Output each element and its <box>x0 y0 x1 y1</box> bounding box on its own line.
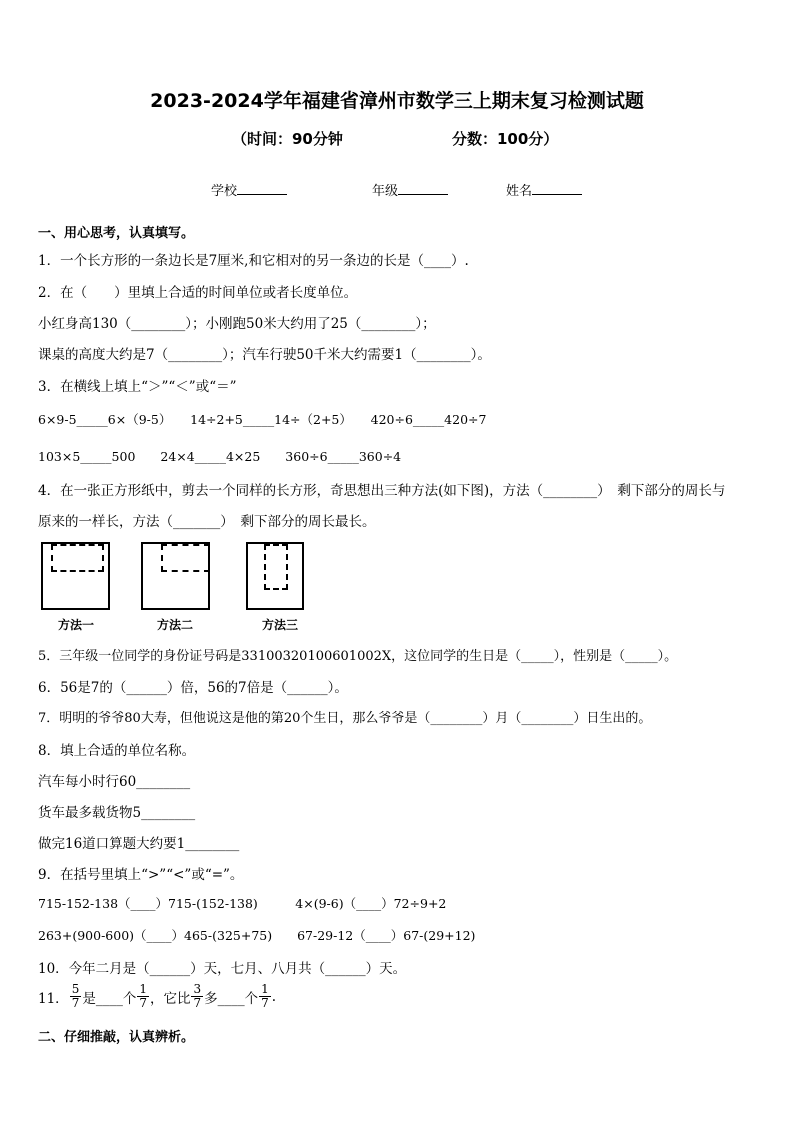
question-4-line-b: 原来的一样长，方法（_______） 剩下部分的周长最长。 <box>38 514 376 530</box>
cut-rectangle-3 <box>264 544 288 590</box>
q11-text-3: 多____个 <box>204 990 259 1007</box>
name-label: 姓名 <box>506 184 533 199</box>
fraction-1-7: $\frac{1}{7}$ <box>139 982 147 1010</box>
figure-method-2 <box>141 542 210 610</box>
question-10: 10．今年二月是（______）天，七月、八月共（______）天。 <box>38 961 407 977</box>
school-field <box>211 180 287 199</box>
fraction-5-7: $\frac{5}{7}$ <box>71 982 80 1010</box>
name-field <box>506 180 582 199</box>
question-2-line-b: 课桌的高度大约是7（________）；汽车行驶50千米大约需要1（________）。 <box>38 347 491 363</box>
school-label: 学校 <box>211 184 238 199</box>
figure-method-3 <box>246 542 304 610</box>
exam-score: 分数：100分） <box>452 130 559 148</box>
q11-text-4: . <box>271 988 277 1005</box>
cut-rectangle-1 <box>51 544 104 572</box>
question-3: 3．在横线上填上“＞”“＜”或“＝” <box>38 379 237 395</box>
question-9-line-a: 715-152-138（____）715-(152-138) 4×(9-6)（____）72÷9+2 <box>38 896 447 911</box>
question-9-line-b: 263+(900-600)（____）465-(325+75) 67-29-12（____）67-(29+12) <box>38 928 476 943</box>
fraction-1-7-b: $\frac{1}{7}$ <box>261 982 269 1010</box>
question-8: 8．填上合适的单位名称。 <box>38 743 196 759</box>
question-8-line-a: 汽车每小时行60________ <box>38 774 191 790</box>
figure-method-1 <box>41 542 110 610</box>
figure-caption-2: 方法二 <box>157 618 194 632</box>
question-4-line-a: 4．在一张正方形纸中，剪去一个同样的长方形，奇思想出三种方法(如下图)，方法（________） 剩下部分的周长与 <box>38 483 726 499</box>
question-9: 9．在括号里填上“>”“<”或“=”。 <box>38 867 244 883</box>
grade-field <box>372 180 448 199</box>
q11-text-2: ，它比 <box>149 990 191 1007</box>
section-1-heading: 一、用心思考，认真填写。 <box>38 226 195 241</box>
question-8-line-c: 做完16道口算题大约要1________ <box>38 836 240 852</box>
exam-time: （时间：90分钟 <box>232 130 343 148</box>
figure-caption-3: 方法三 <box>262 618 299 632</box>
page-title: 2023-2024学年福建省漳州市数学三上期末复习检测试题 <box>150 90 644 112</box>
question-2-line-a: 小红身高130（________）；小刚跑50米大约用了25（________）； <box>38 316 436 332</box>
q11-prefix: 11． <box>38 990 69 1007</box>
question-11 <box>38 983 276 1010</box>
section-2-heading: 二、仔细推敲，认真辨析。 <box>38 1030 195 1045</box>
question-2: 2．在（ ）里填上合适的时间单位或者长度单位。 <box>38 285 358 301</box>
cut-rectangle-2 <box>161 544 210 572</box>
question-8-line-b: 货车最多载货物5________ <box>38 805 196 821</box>
question-5: 5．三年级一位同学的身份证号码是33100320100601002X，这位同学的生日是（_____），性别是（_____）。 <box>38 649 678 664</box>
fraction-3-7: $\frac{3}{7}$ <box>193 982 202 1010</box>
question-3-line-a: 6×9-5_____6×（9-5） 14÷2+5_____14÷（2+5） 420÷6_____420÷7 <box>38 412 487 427</box>
question-3-line-b: 103×5_____500 24×4_____4×25 360÷6_____360÷4 <box>38 449 402 464</box>
question-1: 1．一个长方形的一条边长是7厘米,和它相对的另一条边的长是（____）. <box>38 253 469 269</box>
q11-text-1: 是____个 <box>82 990 137 1007</box>
grade-label: 年级 <box>372 184 399 199</box>
figure-caption-1: 方法一 <box>58 618 95 632</box>
question-6: 6．56是7的（______）倍，56的7倍是（______）。 <box>38 680 348 696</box>
question-7: 7．明明的爷爷80大寿，但他说这是他的第20个生日，那么爷爷是（________）月（________）日生出的。 <box>38 711 652 726</box>
